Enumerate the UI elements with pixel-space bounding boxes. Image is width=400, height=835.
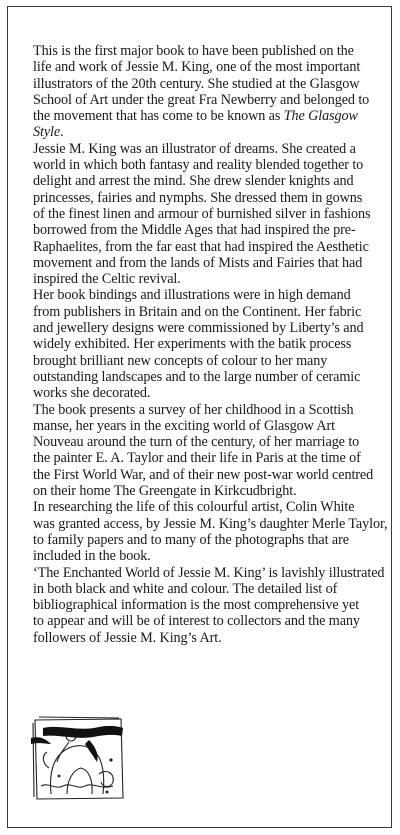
paragraph (33, 43, 377, 141)
text-span: This is the first major book to have been published on the (33, 43, 354, 59)
text-span: of the finest linen and armour of burnished silver in fashions (33, 205, 371, 222)
text-line (33, 206, 377, 222)
text-span: . (60, 124, 64, 141)
text-span: movement and from the lands of Mists and Fairies that had (33, 254, 363, 271)
text-line (33, 76, 377, 92)
text-span: included in the book. (33, 548, 151, 565)
blurb-text (33, 43, 388, 646)
text-span: illustrators of the 20th century. She studied at the Glasgow (33, 75, 360, 92)
text-span: School of Art under the great Fra Newberry and belonged to (33, 91, 370, 108)
text-span: ‘The Enchanted World of Jessie M. King’ is lavishly illustrated (33, 564, 385, 581)
paragraph (33, 141, 377, 288)
text-span: bibliographical information is the most comprehensive yet (33, 597, 360, 614)
text-span: to appear and will be of interest to collectors and the many (33, 613, 360, 630)
text-span: to family papers and to many of the photographs that are (33, 531, 349, 548)
text-line (33, 336, 377, 352)
text-span: the painter E. A. Taylor and their life in Paris at the time of (33, 450, 361, 467)
text-line (33, 581, 377, 597)
italic-title: Style (33, 124, 61, 141)
text-line (33, 320, 377, 336)
text-span: the First World War, and of their new post-war world centred (33, 466, 374, 483)
text-line (33, 630, 377, 646)
text-line (33, 92, 377, 108)
text-span: inspired the Celtic revival. (33, 271, 181, 288)
text-span: In researching the life of this colourful artist, Colin White (33, 499, 355, 516)
text-span: works she decorated. (33, 385, 151, 402)
text-span: world in which both fantasy and reality blended together to (33, 157, 364, 174)
paragraph (33, 564, 385, 646)
text-span: manse, her years in the exciting world of Glasgow Art (33, 417, 336, 434)
text-line (33, 173, 377, 189)
text-span: Jessie M. King was an illustrator of dreams. She created a (33, 140, 356, 157)
decorative-vignette-icon (29, 714, 133, 804)
text-line (33, 304, 377, 320)
text-span: life and work of Jessie M. King, one of the most important (33, 59, 361, 76)
text-span: Nouveau around the turn of the century, of her marriage to (33, 434, 360, 451)
text-line (33, 157, 377, 173)
text-line (33, 59, 377, 75)
text-line (33, 124, 377, 140)
text-line (33, 467, 377, 483)
text-span: was granted access, by Jessie M. King’s daughter Merle Taylor, (33, 515, 388, 532)
text-span: and jewellery designs were commissioned by Liberty’s and (33, 320, 364, 337)
text-line (33, 548, 377, 564)
text-line (33, 515, 388, 532)
text-span: Her book bindings and illustrations were in high demand (33, 287, 351, 304)
text-line (33, 613, 377, 629)
text-line (33, 239, 377, 255)
text-line (33, 353, 377, 369)
text-span: from publishers in Britain and on the Continent. Her fabric (33, 303, 362, 320)
text-span: outstanding landscapes and to the large number of ceramic (33, 368, 361, 385)
text-line (33, 369, 377, 385)
text-line (33, 255, 377, 271)
text-line (33, 434, 377, 450)
text-line (33, 43, 377, 59)
paragraph (33, 402, 377, 500)
text-line (33, 402, 377, 418)
text-line (33, 450, 377, 466)
text-span: widely exhibited. Her experiments with the batik process (33, 336, 352, 353)
text-span: borrowed from the Middle Ages that had inspired the pre- (33, 222, 356, 239)
text-span: brought brilliant new concepts of colour to her many (33, 352, 328, 369)
text-line (33, 483, 377, 499)
text-span: on their home The Greengate in Kirkcudbright. (33, 483, 297, 500)
text-line (33, 108, 377, 124)
text-line (33, 385, 377, 401)
text-span: Raphaelites, from the far east that had inspired the Aesthetic (33, 238, 369, 255)
text-span: followers of Jessie M. King’s Art. (33, 629, 222, 646)
text-span: princesses, fairies and nymphs. She dressed them in gowns (33, 189, 363, 206)
text-line (33, 222, 377, 238)
italic-title: The Glasgow (283, 108, 358, 125)
paragraph (33, 499, 388, 565)
text-line (33, 141, 377, 157)
text-span: in both black and white and colour. The detailed list of (33, 580, 338, 597)
text-span: The book presents a survey of her childhood in a Scottish (33, 401, 354, 418)
text-span: the movement that has come to be known as (33, 108, 284, 125)
text-span: delight and arrest the mind. She drew slender knights and (33, 173, 354, 190)
text-line (33, 499, 377, 515)
text-line (33, 597, 377, 613)
text-line (33, 564, 385, 581)
text-line (33, 418, 377, 434)
paragraph (33, 287, 377, 401)
text-line (33, 190, 377, 206)
text-line (33, 287, 377, 303)
text-line (33, 532, 377, 548)
text-line (33, 271, 377, 287)
